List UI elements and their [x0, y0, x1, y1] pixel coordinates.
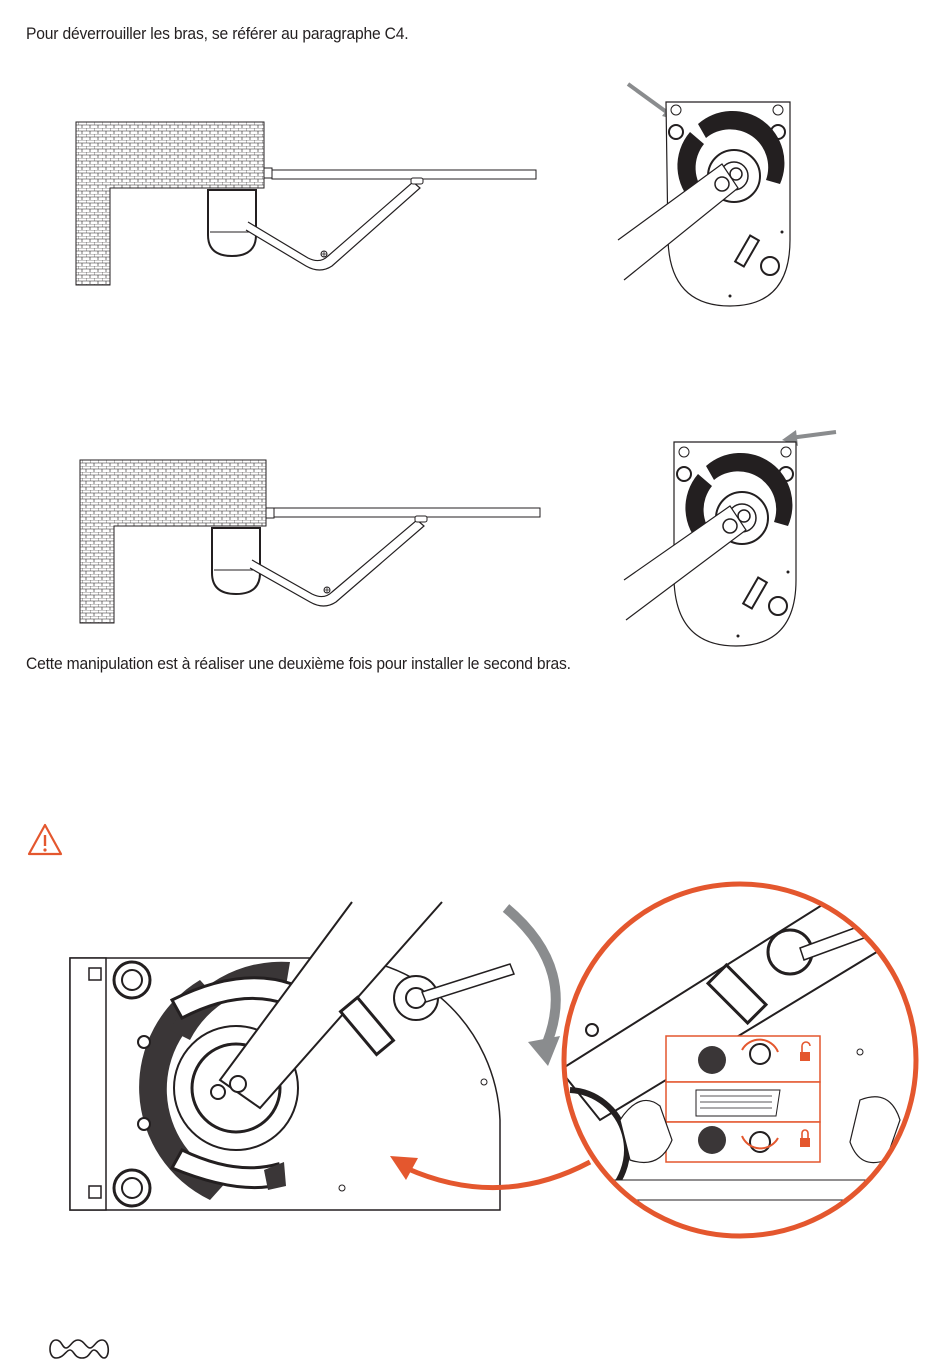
inset-panel-top	[666, 1036, 820, 1082]
gate-arm-diagram-bottom	[74, 448, 554, 638]
grey-arrow	[628, 84, 672, 116]
gate-bracket	[411, 178, 423, 184]
gate-leaf	[272, 170, 536, 179]
rotation-arrow	[506, 908, 556, 1050]
gate-arm-diagram-top	[70, 110, 550, 300]
unlock-detail-diagram	[60, 880, 930, 1240]
motor-detail-diagram-1	[610, 80, 810, 310]
motor-detail-diagram-2	[614, 420, 844, 650]
outro-text: Cette manipulation est à réaliser une deuxième fois pour installer le second bras.	[26, 654, 571, 673]
gate-bracket	[415, 516, 427, 522]
hinge	[264, 168, 272, 178]
gate-leaf	[274, 508, 540, 517]
articulated-arm	[250, 520, 424, 606]
grey-arrow	[790, 432, 836, 438]
inset-panel-bottom	[666, 1122, 820, 1162]
warning-triangle-icon	[26, 822, 64, 858]
hex-key	[422, 964, 514, 1002]
brand-logo-icon	[44, 1336, 112, 1362]
hinge	[266, 508, 274, 518]
articulated-arm	[246, 182, 420, 270]
intro-text: Pour déverrouiller les bras, se référer au paragraphe C4.	[26, 24, 409, 43]
